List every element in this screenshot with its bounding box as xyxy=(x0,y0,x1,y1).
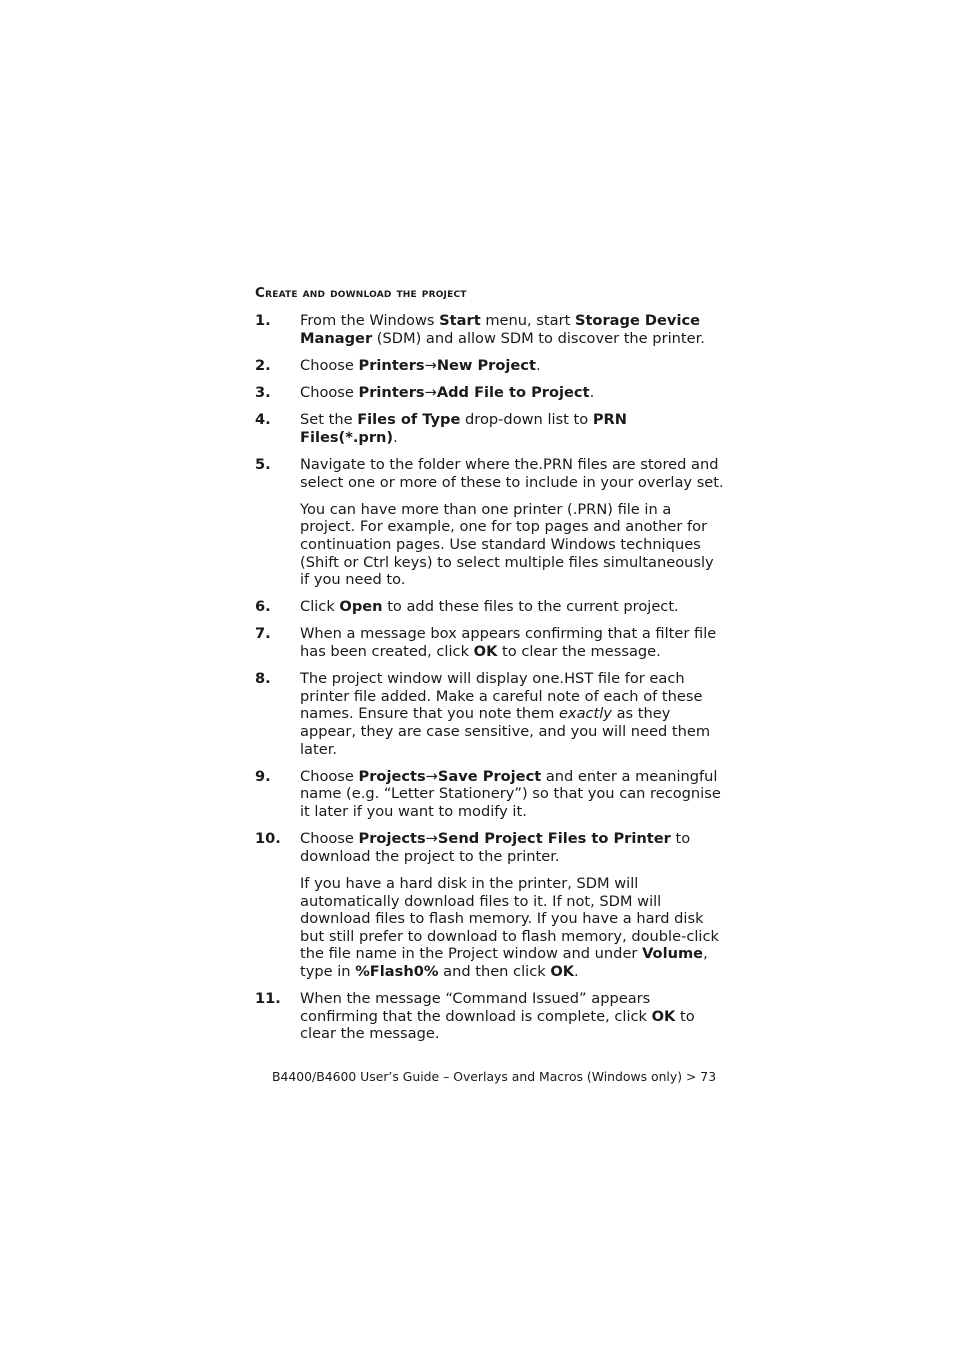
text-run: Choose xyxy=(300,383,359,401)
text-run: Navigate to the folder where the.PRN files are stored and select one or more of these to include in your overlay set. xyxy=(300,455,724,491)
bold-text: OK xyxy=(550,962,575,980)
text-run: . xyxy=(535,356,541,374)
bold-text: OK xyxy=(651,1007,676,1025)
text-run: . xyxy=(589,383,595,401)
page-footer: B4400/B4600 User’s Guide – Overlays and Macros (Windows only) > 73 xyxy=(272,1069,717,1084)
step-item xyxy=(255,830,725,980)
step-number: 3. xyxy=(255,383,271,401)
text-run: → xyxy=(425,767,438,785)
step-number: 1. xyxy=(255,312,271,329)
step-paragraph xyxy=(300,411,725,446)
text-run: menu, start xyxy=(480,312,575,329)
step-paragraph xyxy=(300,598,725,616)
bold-text: Start xyxy=(439,312,481,329)
step-paragraph xyxy=(300,357,725,375)
step-item xyxy=(255,357,725,375)
step-number: 8. xyxy=(255,670,271,688)
step-number: 9. xyxy=(255,767,271,785)
bold-text: PRN Files(*.prn) xyxy=(300,411,627,446)
step-paragraph xyxy=(300,456,725,491)
text-run: Choose xyxy=(300,767,359,785)
step-item xyxy=(255,456,725,589)
italic-text: exactly xyxy=(558,705,612,723)
step-number: 6. xyxy=(255,598,271,616)
text-run: The project window will display one.HST file for each printer file added. Make a careful note of each of these names. Ensure that you note them xyxy=(300,670,703,723)
section-heading: Create and download the project xyxy=(255,285,467,301)
step-paragraph xyxy=(300,501,725,589)
text-run: drop-down list to xyxy=(460,411,593,429)
text-run: to clear the message. xyxy=(300,1007,695,1043)
step-item xyxy=(255,670,725,758)
step-paragraph xyxy=(300,670,725,758)
text-run: , type in xyxy=(300,945,708,980)
step-number: 7. xyxy=(255,625,271,643)
bold-text: Projects xyxy=(358,767,426,785)
text-run: to download the project to the printer. xyxy=(300,830,691,865)
text-run: to add these files to the current project. xyxy=(382,598,679,616)
text-run: as they appear, they are case sensitive, and you will need them later. xyxy=(300,705,711,758)
text-run: to clear the message. xyxy=(497,643,661,661)
bold-text: Add File to Project xyxy=(436,383,590,401)
step-paragraph xyxy=(300,768,725,821)
step-number: 5. xyxy=(255,455,271,473)
text-run: Set the xyxy=(300,411,358,429)
step-paragraph xyxy=(300,830,725,865)
text-run: . xyxy=(574,962,579,980)
step-paragraph xyxy=(300,312,725,347)
steps-list xyxy=(255,312,725,1053)
text-run: Click xyxy=(300,598,340,616)
step-item xyxy=(255,990,725,1043)
step-item xyxy=(255,768,725,821)
text-run: If you have a hard disk in the printer, SDM will automatically download files to it. If not, SDM will download files to flash memory. If you have a hard disk but still prefer to download to flash memory, double-click the file name in the Project window and under xyxy=(300,874,719,963)
bold-text: Send Project Files to Printer xyxy=(437,830,671,848)
bold-text: %Flash0% xyxy=(355,962,439,980)
text-run: → xyxy=(424,356,437,374)
step-item xyxy=(255,312,725,347)
step-paragraph xyxy=(300,875,725,981)
bold-text: Printers xyxy=(358,383,425,401)
text-run: (SDM) and allow SDM to discover the printer. xyxy=(372,329,705,347)
text-run: You can have more than one printer (.PRN) file in a project. For example, one for top pages and another for continuation pages. Use standard Windows techniques (Shift or Ctrl keys) to select multiple files simultaneously if you need to. xyxy=(300,500,714,589)
step-item xyxy=(255,411,725,446)
step-item xyxy=(255,384,725,402)
text-run: When a message box appears confirming that a filter file has been created, click xyxy=(300,625,717,661)
text-run: Choose xyxy=(300,830,359,848)
bold-text: Printers xyxy=(358,356,425,374)
step-item xyxy=(255,598,725,616)
bold-text: Open xyxy=(339,598,383,616)
step-paragraph xyxy=(300,990,725,1043)
bold-text: Save Project xyxy=(437,767,542,785)
text-run: . xyxy=(393,428,398,446)
bold-text: Volume xyxy=(642,945,704,963)
text-run: and then click xyxy=(438,962,551,980)
text-run: → xyxy=(424,383,437,401)
step-number: 2. xyxy=(255,356,271,374)
step-number: 10. xyxy=(255,830,281,848)
text-run: → xyxy=(425,830,438,848)
bold-text: OK xyxy=(473,643,498,661)
text-run: and enter a meaningful name (e.g. “Letter Stationery”) so that you can recognise it later if you want to modify it. xyxy=(300,767,721,820)
bold-text: Files of Type xyxy=(357,411,461,429)
text-run: When the message “Command Issued” appears confirming that the download is complete, click xyxy=(300,990,652,1025)
step-number: 11. xyxy=(255,990,281,1008)
step-paragraph xyxy=(300,625,725,660)
step-number: 4. xyxy=(255,411,271,429)
step-item xyxy=(255,625,725,660)
bold-text: Projects xyxy=(358,830,426,848)
text-run: From the Windows xyxy=(300,312,440,329)
step-paragraph xyxy=(300,384,725,402)
text-run: Choose xyxy=(300,356,359,374)
bold-text: New Project xyxy=(436,356,536,374)
bold-text: Storage Device Manager xyxy=(300,312,700,347)
